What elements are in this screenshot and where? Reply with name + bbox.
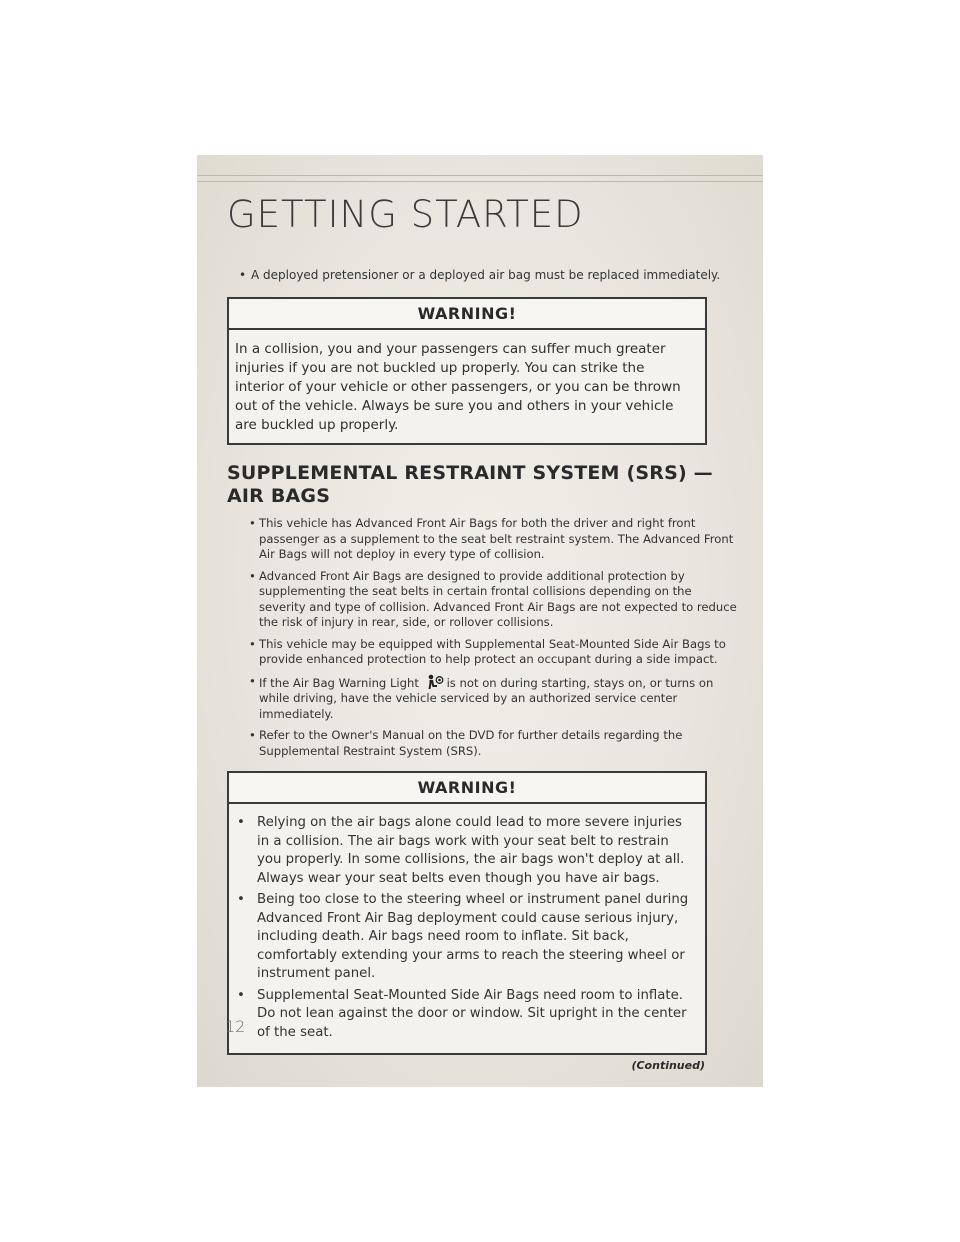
intro-bullet-list [227, 267, 737, 283]
manual-page [197, 155, 763, 1087]
srs-bullet: • Refer to the Owner's Manual on the DVD for further details regarding the Supplemental Restraint System (SRS). [237, 728, 737, 759]
warning-bullet: • Being too close to the steering wheel or instrument panel during Advanced Front Air Bag deployment could cause serious injury, including death. Air bags need room to inflate. Sit back, comfortably extending your arms to reach the steering wheel or instrument panel. [235, 891, 697, 984]
continued-label: (Continued) [631, 1059, 705, 1072]
page-number: 12 [225, 1017, 246, 1036]
intro-bullet: • A deployed pretensioner or a deployed air bag must be replaced immediately. [227, 267, 737, 283]
airbag-warning-light-icon [425, 674, 445, 690]
warning-bullet: • Supplemental Seat-Mounted Side Air Bags need room to inflate. Do not lean against the door or window. Sit upright in the center of the seat. [235, 987, 697, 1043]
srs-bullet: • This vehicle has Advanced Front Air Bags for both the driver and right front passenger as a supplement to the seat belt restraint system. The Advanced Front Air Bags will not deploy in every type of collision. [237, 516, 737, 563]
srs-bullet-warning-light [237, 674, 737, 723]
srs-bullet-list [237, 516, 737, 759]
warning-heading: WARNING! [229, 773, 705, 804]
header-rule-bottom [197, 181, 763, 182]
section-title: GETTING STARTED [227, 193, 584, 236]
warning-light-text-after: is not on during starting, stays on, or turns on while driving, have the vehicle serviced by an authorized service center immediately. [259, 675, 714, 721]
srs-heading: SUPPLEMENTAL RESTRAINT SYSTEM (SRS) — AIR BAGS [227, 462, 713, 507]
warning-heading: WARNING! [229, 299, 705, 330]
warning-body [229, 804, 705, 1053]
warning-bullet: • Relying on the air bags alone could lead to more severe injuries in a collision. The air bags work with your seat belt to restrain you properly. In some collisions, the air bags won't deploy at all. Always wear your seat belts even though you have air bags. [235, 814, 697, 888]
srs-bullet: • Advanced Front Air Bags are designed to provide additional protection by supplementing the seat belts in certain frontal collisions depending on the severity and type of collision. Advanced Front Air Bags are not expected to reduce the risk of injury in rear, side, or rollover collisions. [237, 569, 737, 631]
warning-text: In a collision, you and your passengers can suffer much greater injuries if you are not buckled up properly. You can strike the interior of your vehicle or other passengers, or you can be thrown out of the vehicle. Always be sure you and others in your vehicle are buckled up properly. [235, 341, 681, 433]
warning-box-airbags [227, 771, 707, 1055]
header-rule-top [197, 175, 763, 176]
srs-bullet: • This vehicle may be equipped with Supplemental Seat-Mounted Side Air Bags to provide enhanced protection to help protect an occupant during a side impact. [237, 637, 737, 668]
warning-bullet-list [235, 814, 697, 1042]
warning-light-text-before: If the Air Bag Warning Light [259, 675, 419, 690]
page-content [227, 267, 737, 1072]
warning-box-seatbelt [227, 297, 707, 445]
